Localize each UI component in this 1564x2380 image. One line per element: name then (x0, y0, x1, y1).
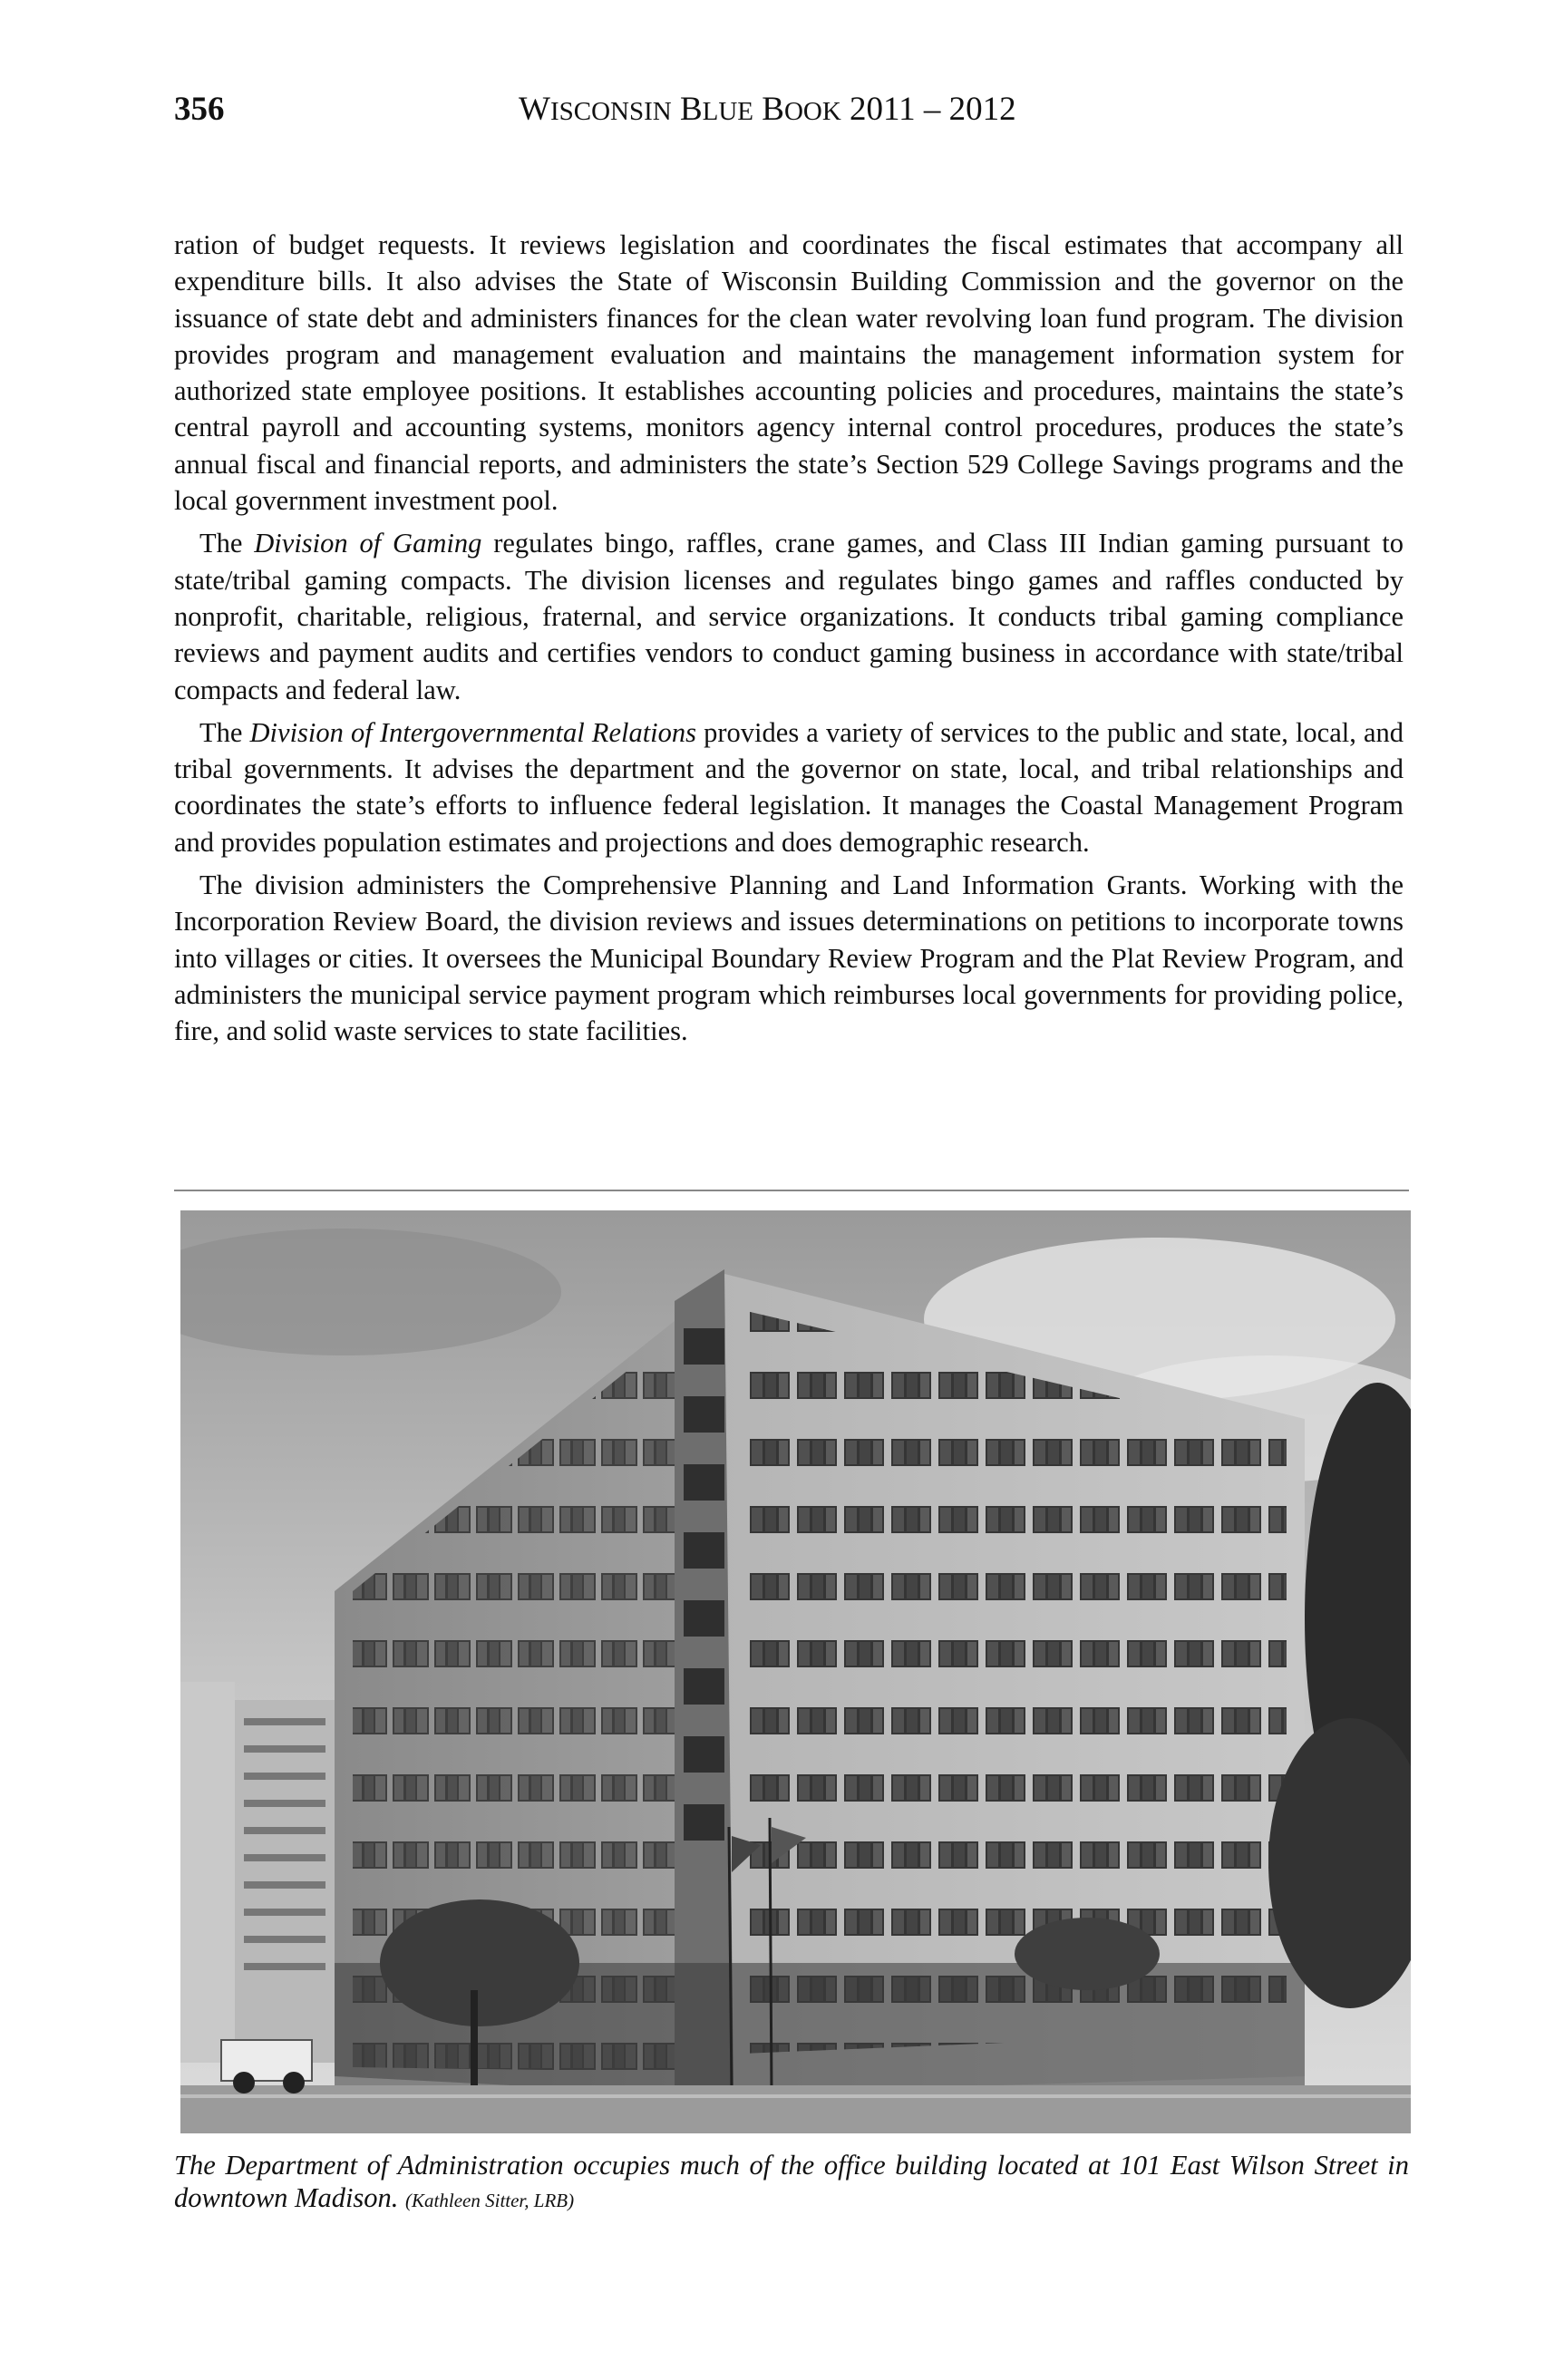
caption-text: The Department of Administration occupies much of the office building located at 101 East Wilson Street in downtown Madison. (174, 2150, 1409, 2213)
paragraph-division-of-gaming: The Division of Gaming regulates bingo, raffles, crane games, and Class III Indian gaming pursuant to state/tribal gaming compacts. The division licenses and regulates bingo games and raffles conducted by nonprofit, charitable, religious, fraternal, and service organizations. It conducts tribal gaming compliance reviews and payment audits and certifies vendors to conduct gaming business in accordance with state/tribal compacts and federal law. (174, 528, 1404, 705)
paragraph-intergovernmental-relations: The Division of Intergovernmental Relations provides a variety of services to the public and state, local, and tribal governments. It advises the department and the governor on state, local, and tribal relationships and coordinates the state’s efforts to influence federal legislation. It manages the Coastal Management Program and provides population estimates and projections and does demographic research. (174, 716, 1404, 858)
paragraph-planning-grants: The division administers the Comprehensive Planning and Land Information Grants. Working with the Incorporation Review Board, the division reviews and issues determinations on petitions to incorporate towns into villages or cities. It oversees the Municipal Boundary Review Program and the Plat Review Program, and administers the municipal service payment program which reimburses local governments for providing police, fire, and solid waste services to state facilities. (174, 869, 1404, 1047)
building-photo (180, 1210, 1411, 2133)
body-text (174, 227, 1404, 1056)
page-number: 356 (174, 91, 225, 128)
photo-caption (174, 2149, 1409, 2217)
division-name-intergovernmental: Division of Intergovernmental Relations (249, 716, 697, 748)
division-name-gaming: Division of Gaming (254, 528, 482, 559)
page-header (174, 92, 1404, 147)
horizontal-rule (174, 1190, 1409, 1191)
paragraph-budget: ration of budget requests. It reviews legislation and coordinates the fiscal estimates that accompany all expenditure bills. It also advises the State of Wisconsin Building Commission and the governor on the issuance of state debt and administers finances for the clean water revolving loan fund program. The division provides program and management evaluation and maintains the management information system for authorized state employee positions. It establishes accounting policies and procedures, maintains the state’s central payroll and accounting systems, monitors agency internal control procedures, produces the state’s annual fiscal and financial reports, and administers the state’s Section 529 College Savings programs and the local government investment pool. (174, 229, 1404, 517)
running-head: WISCONSIN BLUE BOOK 2011 – 2012 (519, 91, 1016, 128)
photo-credit: (Kathleen Sitter, LRB) (405, 2190, 575, 2211)
